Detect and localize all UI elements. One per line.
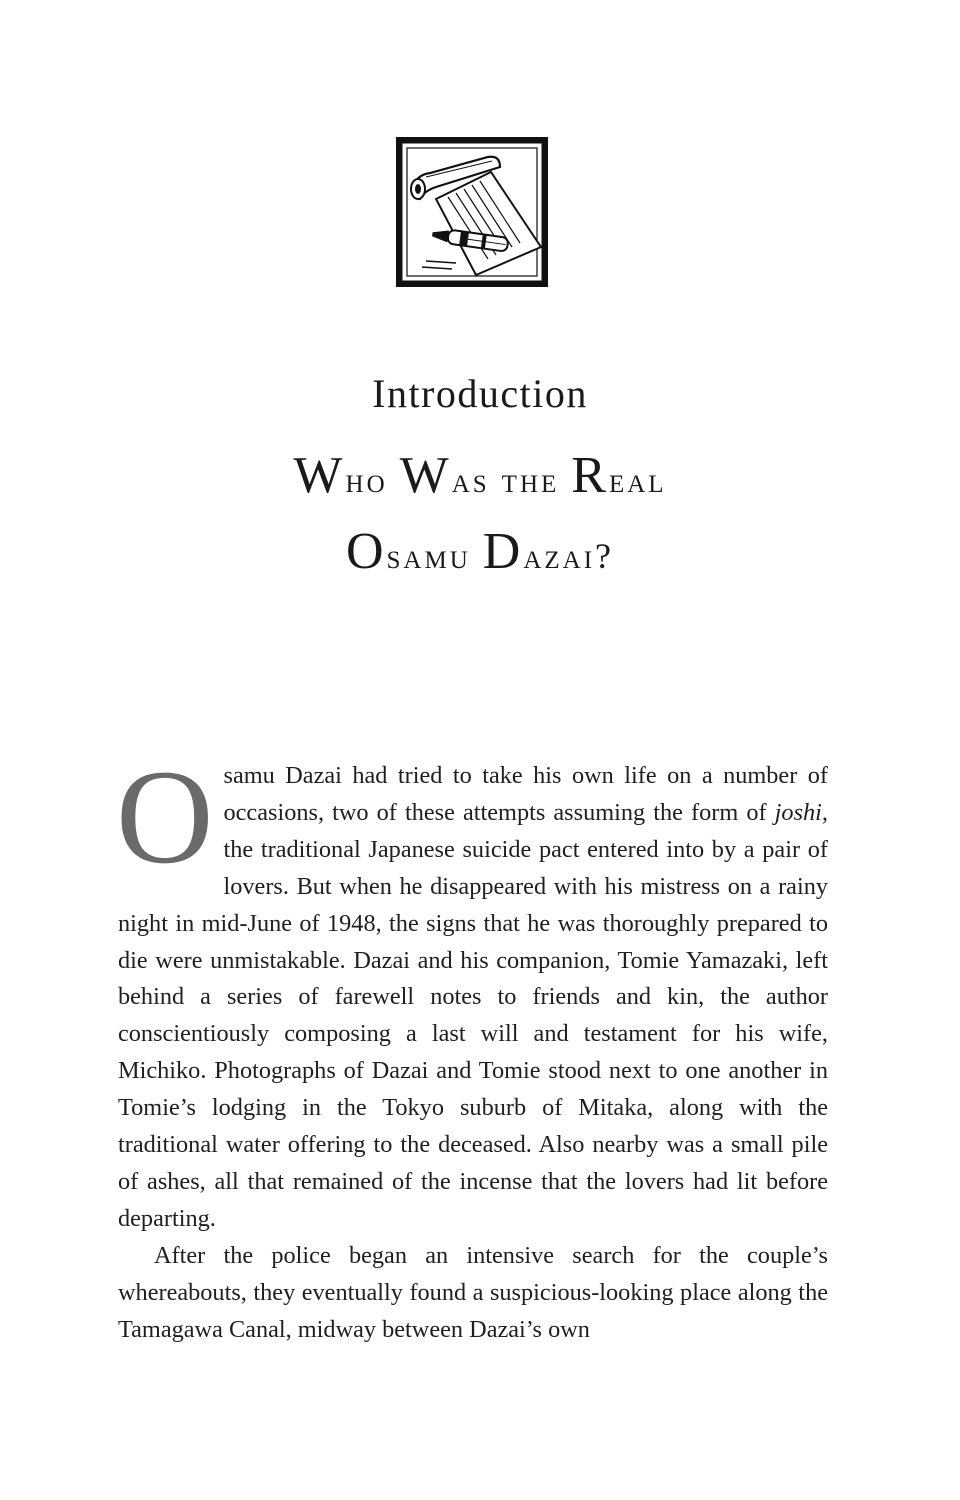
chapter-label: Introduction <box>372 371 588 416</box>
title-line-2: Osamu Dazai? <box>345 523 615 580</box>
title-line-1: Who Was the Real <box>293 447 667 504</box>
paragraph-2: After the police began an intensive search for the couple’s whereabouts, they eventually found a suspicious-looking place along the Tamagawa Canal, midway between Dazai’s own <box>118 1241 828 1343</box>
scroll-and-fountain-pen-icon <box>396 137 548 287</box>
body-text <box>116 743 828 1349</box>
chapter-title <box>0 440 960 592</box>
drop-cap: O <box>116 743 214 892</box>
paragraph-1: Osamu Dazai had tried to take his own life on a number of occasions, two of these attempts assuming the form of joshi, the traditional Japanese suicide pact entered into by a pair of lovers. But when he disappeared with his mistress on a rainy night in mid-June of 1948, the signs that he was thoroughly prepared to die were unmistakable. Dazai and his companion, Tomie Yamazaki, left behind a series of farewell notes to friends and kin, the author conscientiously composing a last will and testament for his wife, Michiko. Photographs of Dazai and Tomie stood next to one another in Tomie’s lodging in the Tokyo suburb of Mitaka, along with the traditional water offering to the deceased. Also nearby was a small pile of ashes, all that remained of the incense that the lovers had lit before departing. <box>116 743 828 1232</box>
